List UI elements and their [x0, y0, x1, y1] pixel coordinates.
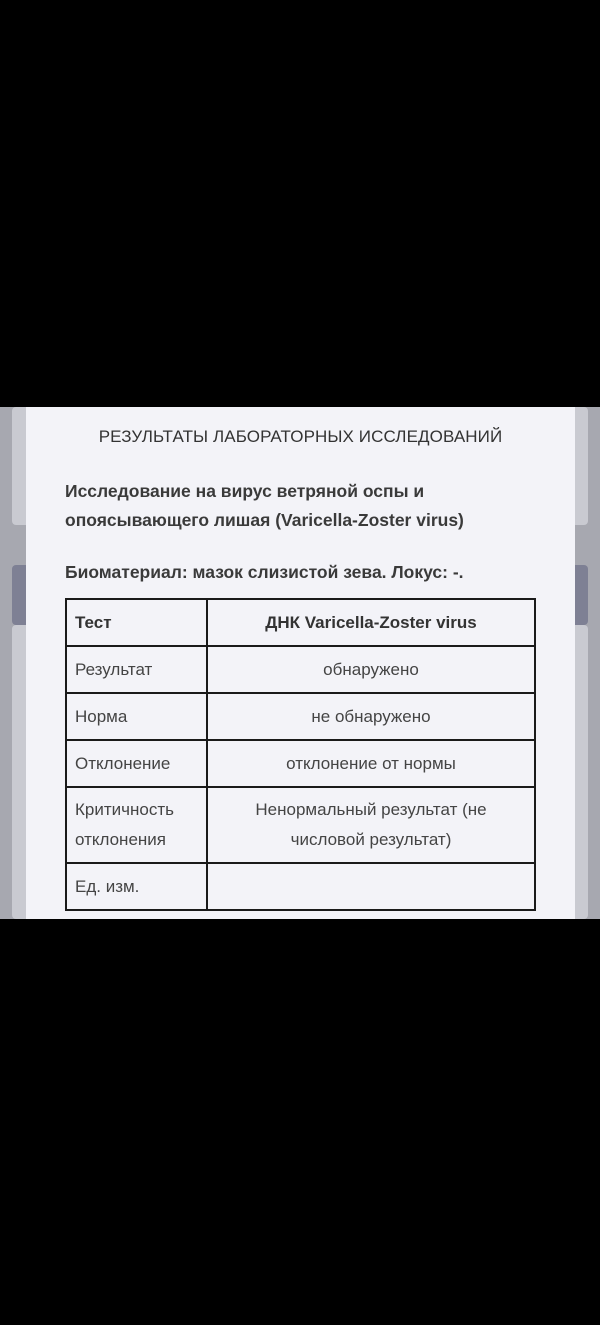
modal-title: РЕЗУЛЬТАТЫ ЛАБОРАТОРНЫХ ИССЛЕДОВАНИЙ: [98, 427, 503, 446]
table-cell-value: Ненормальный результат (не числовой результат): [207, 787, 535, 863]
screen-viewport: [0, 407, 600, 919]
table-row: [66, 740, 535, 787]
table-cell-label: Ед. изм.: [66, 863, 207, 910]
table-cell-value: не обнаружено: [207, 693, 535, 740]
table-row: [66, 787, 535, 863]
lab-results-modal: [26, 407, 575, 919]
table-cell-label: Отклонение: [66, 740, 207, 787]
table-cell-value: [207, 863, 535, 910]
black-letterbox-top: [0, 0, 600, 407]
biomaterial-info: Биоматериал: мазок слизистой зева. Локус: -.: [65, 562, 464, 582]
table-cell-label: Норма: [66, 693, 207, 740]
table-cell-value: ДНК Varicella-Zoster virus: [207, 599, 535, 646]
table-cell-value: отклонение от нормы: [207, 740, 535, 787]
results-table: [65, 598, 536, 911]
table-cell-label: Результат: [66, 646, 207, 693]
table-row: [66, 863, 535, 910]
study-title: Исследование на вирус ветряной оспы и опоясывающего лишая (Varicella-Zoster virus): [65, 481, 464, 530]
table-cell-label: Тест: [66, 599, 207, 646]
table-header-row: [66, 599, 535, 646]
table-row: [66, 693, 535, 740]
table-cell-value: обнаружено: [207, 646, 535, 693]
table-cell-label: Критичность отклонения: [66, 787, 207, 863]
table-row: [66, 646, 535, 693]
black-letterbox-bottom: [0, 919, 600, 1325]
